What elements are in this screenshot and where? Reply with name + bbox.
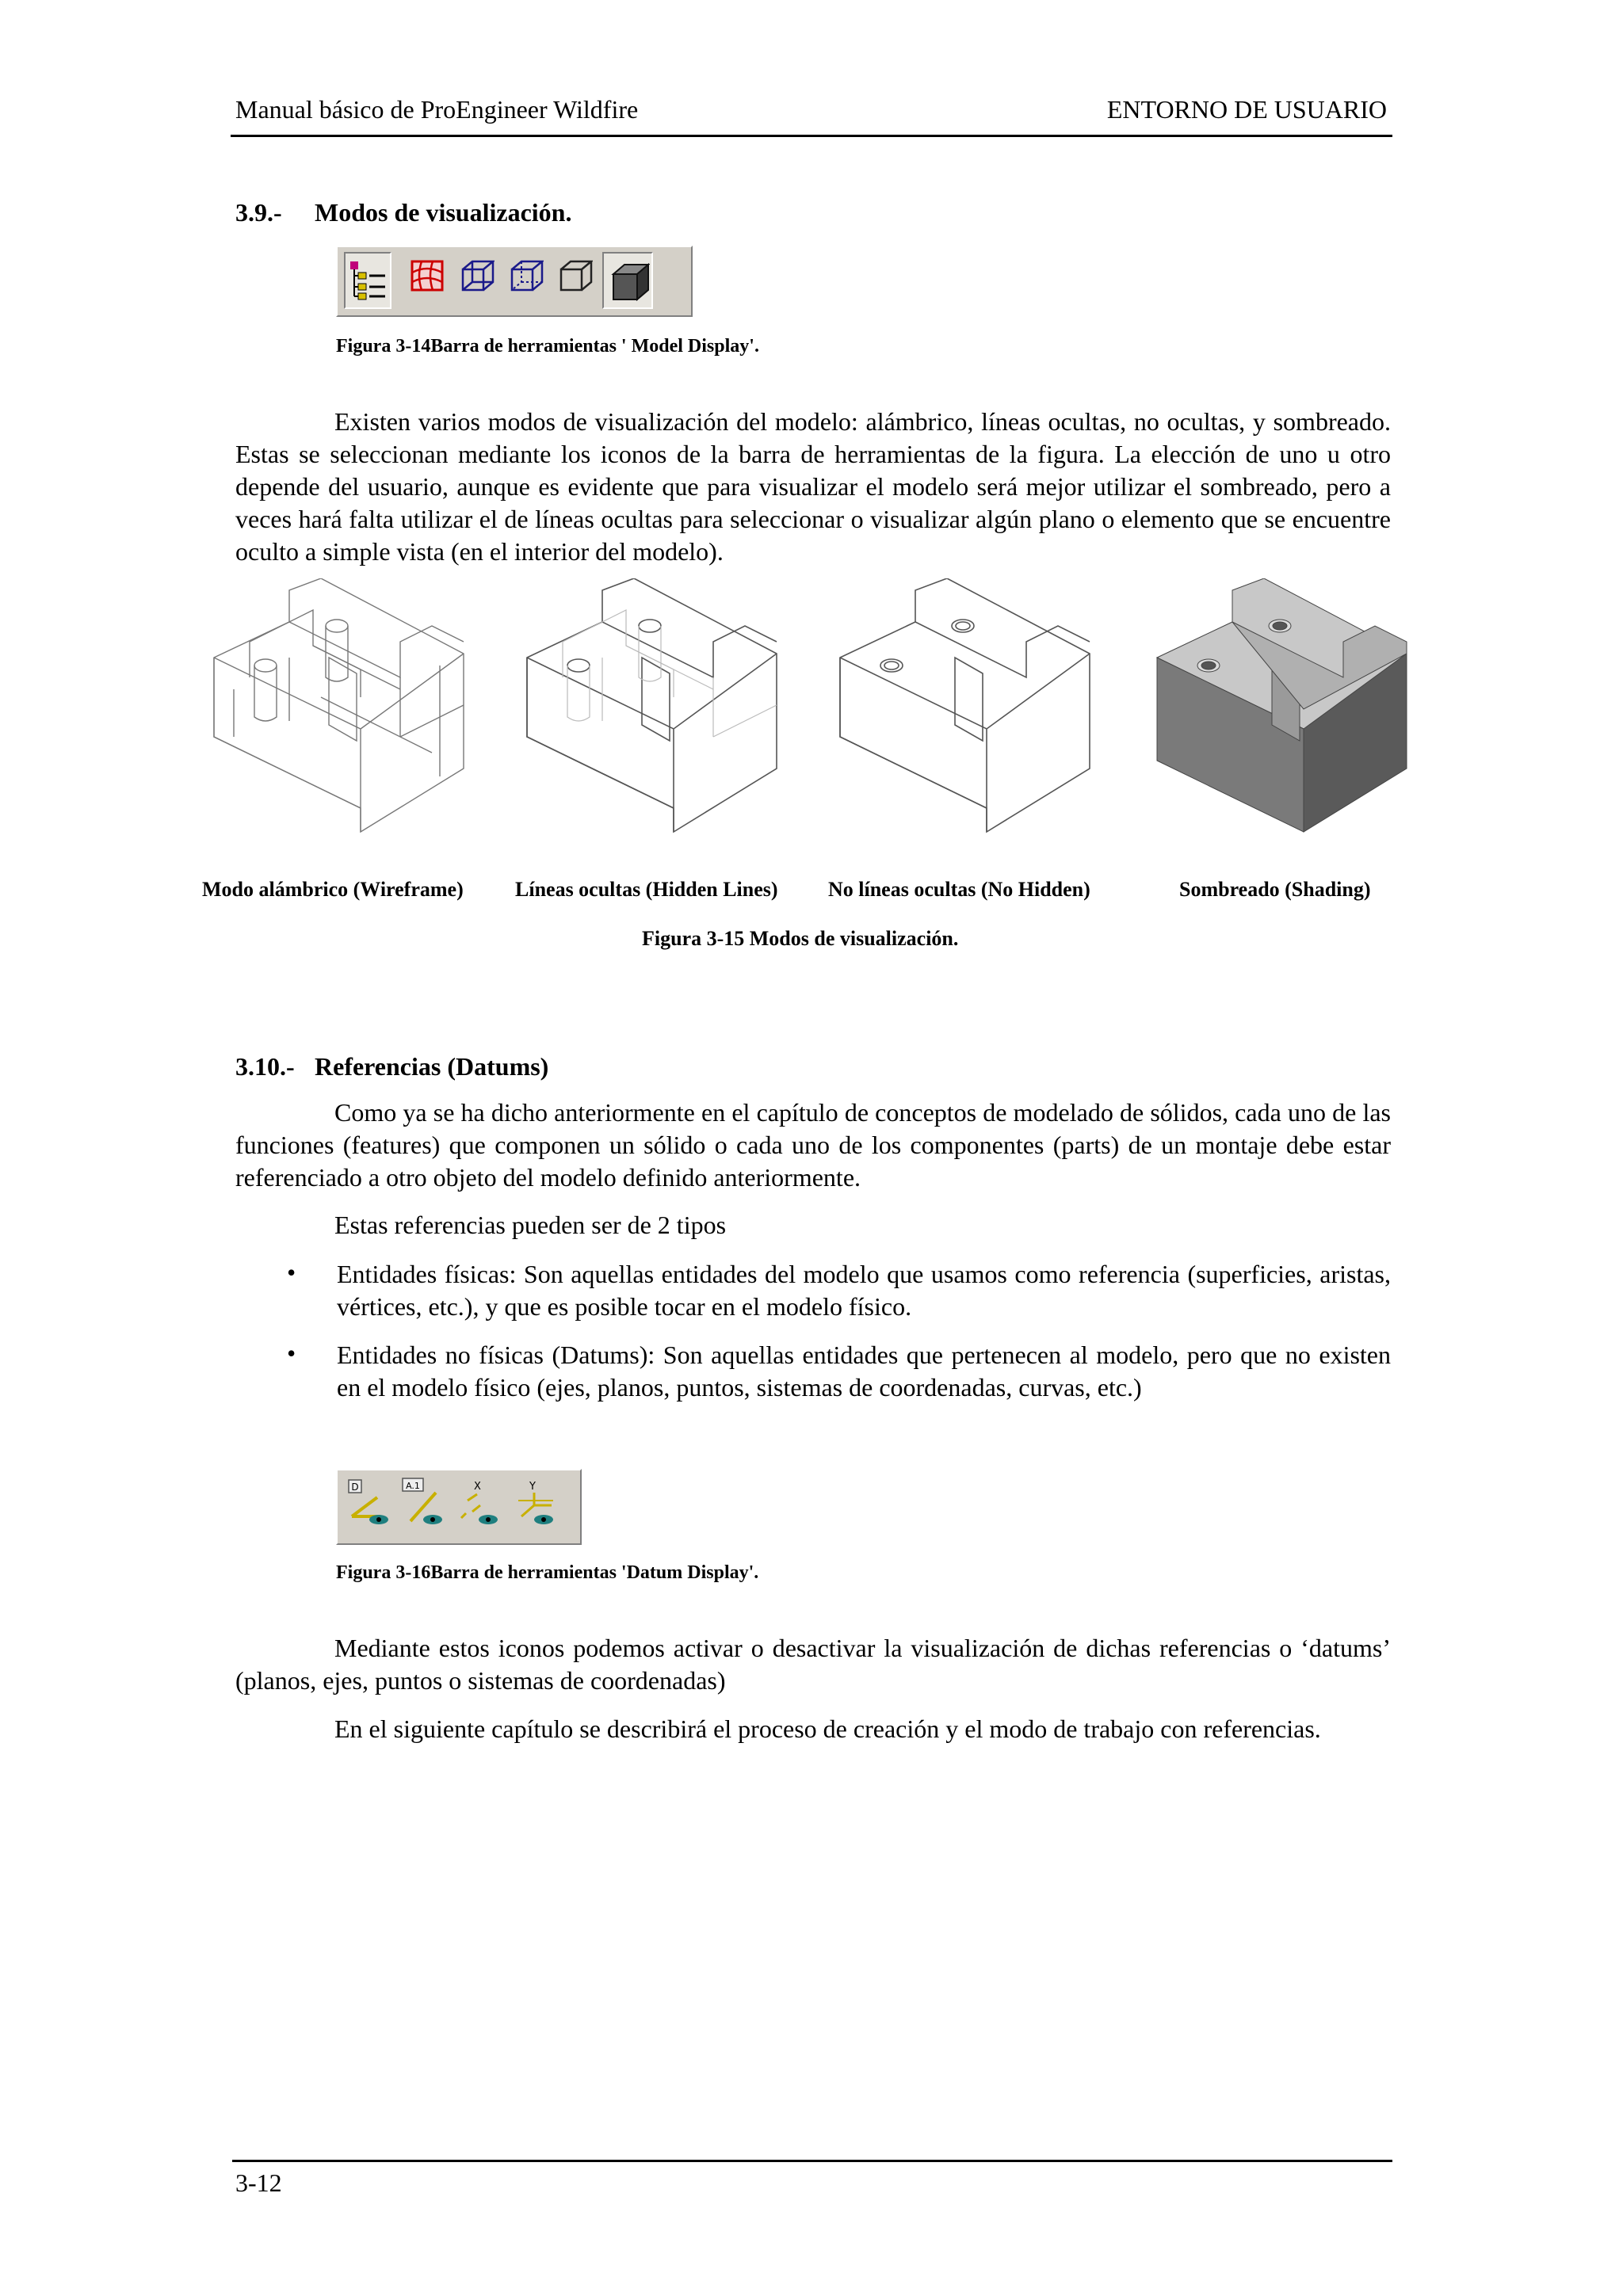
paragraph-text: Existen varios modos de visualización del modelo: alámbrico, líneas ocultas, no ocultas, y sombreado. Estas se seleccionan mediante los iconos de la barra de herramientas de la figura. La elección de uno u otro depende del usuario, aunque es evidente que para visualizar el modelo será mejor utilizar el sombreado, pero a veces hará falta utilizar el de líneas ocultas para seleccionar o visualizar algún plano o elemento que se encuentre oculto a simple vista (en el interior del modelo). xyxy=(235,407,1391,566)
hidden-line-button[interactable] xyxy=(504,252,545,299)
datum-plane-tag: D xyxy=(351,1482,359,1493)
datum-points-button[interactable] xyxy=(456,1477,504,1531)
datum-axes-button[interactable] xyxy=(401,1477,449,1531)
datum-point-tag: X xyxy=(474,1481,481,1493)
bullet-marker: • xyxy=(287,1258,296,1287)
no-hidden-icon xyxy=(556,258,593,293)
no-hidden-label: No líneas ocultas (No Hidden) xyxy=(828,878,1090,901)
section-3-9-paragraph xyxy=(235,406,1391,568)
datum-planes-button[interactable] xyxy=(346,1477,393,1531)
datum-csys-tag: Y xyxy=(529,1481,536,1493)
hidden-lines-model-image xyxy=(527,578,777,832)
section-number: 3.9.- xyxy=(235,198,282,227)
datum-display-icon xyxy=(409,258,445,293)
section-3-10-paragraph-4 xyxy=(235,1713,1391,1745)
section-number: 3.10.- xyxy=(235,1052,295,1081)
datum-csys-button[interactable] xyxy=(514,1477,561,1531)
no-hidden-button[interactable] xyxy=(553,252,594,299)
section-3-9-heading xyxy=(235,198,571,227)
paragraph-text: Mediante estos iconos podemos activar o desactivar la visualización de dichas referencias o ‘datums’ (planos, ejes, puntos o sistemas de coordenadas) xyxy=(235,1634,1391,1695)
datum-axis-tag: A.1 xyxy=(406,1481,420,1491)
wireframe-label: Modo alámbrico (Wireframe) xyxy=(202,878,464,901)
bullet-marker: • xyxy=(287,1339,296,1367)
header-manual-title: Manual básico de ProEngineer Wildfire xyxy=(235,95,639,124)
datum-points-icon xyxy=(456,1477,504,1529)
bullet-item-datums: Entidades no físicas (Datums): Son aquellas entidades que pertenecen al modelo, pero que no existen en el modelo físico (ejes, planos, puntos, sistemas de coordenadas, curvas, etc.) xyxy=(337,1341,1391,1402)
section-title: Modos de visualización. xyxy=(315,198,572,227)
section-3-10-heading xyxy=(235,1052,548,1081)
bullet-item-physical: Entidades físicas: Son aquellas entidades del modelo que usamos como referencia (superficies, aristas, vértices, etc.), y que es posible tocar en el modelo físico. xyxy=(337,1260,1391,1321)
shaded-model-image xyxy=(1157,578,1407,832)
hidden-line-icon xyxy=(507,258,544,293)
model-display-toolbar xyxy=(336,246,693,317)
figure-3-16-caption: Figura 3-16Barra de herramientas 'Datum Display'. xyxy=(336,1562,759,1583)
hidden-lines-label: Líneas ocultas (Hidden Lines) xyxy=(515,878,778,901)
section-title: Referencias (Datums) xyxy=(315,1052,549,1081)
footer-rule xyxy=(232,2160,1392,2162)
datum-display-button[interactable] xyxy=(406,252,447,299)
wireframe-model-image xyxy=(214,578,464,832)
paragraph-text: Estas referencias pueden ser de 2 tipos xyxy=(334,1211,727,1239)
datum-csys-icon xyxy=(514,1477,561,1529)
shading-label: Sombreado (Shading) xyxy=(1179,878,1371,901)
no-hidden-model-image xyxy=(840,578,1090,832)
model-tree-button[interactable] xyxy=(344,252,391,309)
wireframe-icon xyxy=(458,258,495,293)
datum-display-toolbar xyxy=(336,1469,582,1545)
section-3-10-paragraph-1 xyxy=(235,1097,1391,1194)
paragraph-text: En el siguiente capítulo se describirá el proceso de creación y el modo de trabajo con referencias. xyxy=(334,1714,1321,1743)
paragraph-text: Como ya se ha dicho anteriormente en el capítulo de conceptos de modelado de sólidos, cada uno de las funciones (features) que componen un sólido o cada uno de los componentes (parts) de un montaje debe estar referenciado a otro objeto del modelo definido anteriormente. xyxy=(235,1098,1391,1192)
header-rule xyxy=(231,135,1392,137)
datum-planes-icon xyxy=(346,1477,393,1529)
figure-3-14-caption: Figura 3-14Barra de herramientas ' Model Display'. xyxy=(336,336,759,357)
page-number: 3-12 xyxy=(235,2168,282,2197)
wireframe-button[interactable] xyxy=(455,252,496,299)
model-tree-icon xyxy=(349,260,388,303)
shading-button[interactable] xyxy=(602,252,653,309)
header-chapter-title: ENTORNO DE USUARIO xyxy=(1106,95,1387,124)
section-3-10-paragraph-2 xyxy=(235,1209,1391,1241)
shading-icon xyxy=(607,260,650,304)
figure-3-15-caption: Figura 3-15 Modos de visualización. xyxy=(642,927,959,950)
section-3-10-paragraph-3 xyxy=(235,1632,1391,1697)
datum-axes-icon xyxy=(401,1477,449,1529)
display-modes-figure xyxy=(202,578,1423,864)
